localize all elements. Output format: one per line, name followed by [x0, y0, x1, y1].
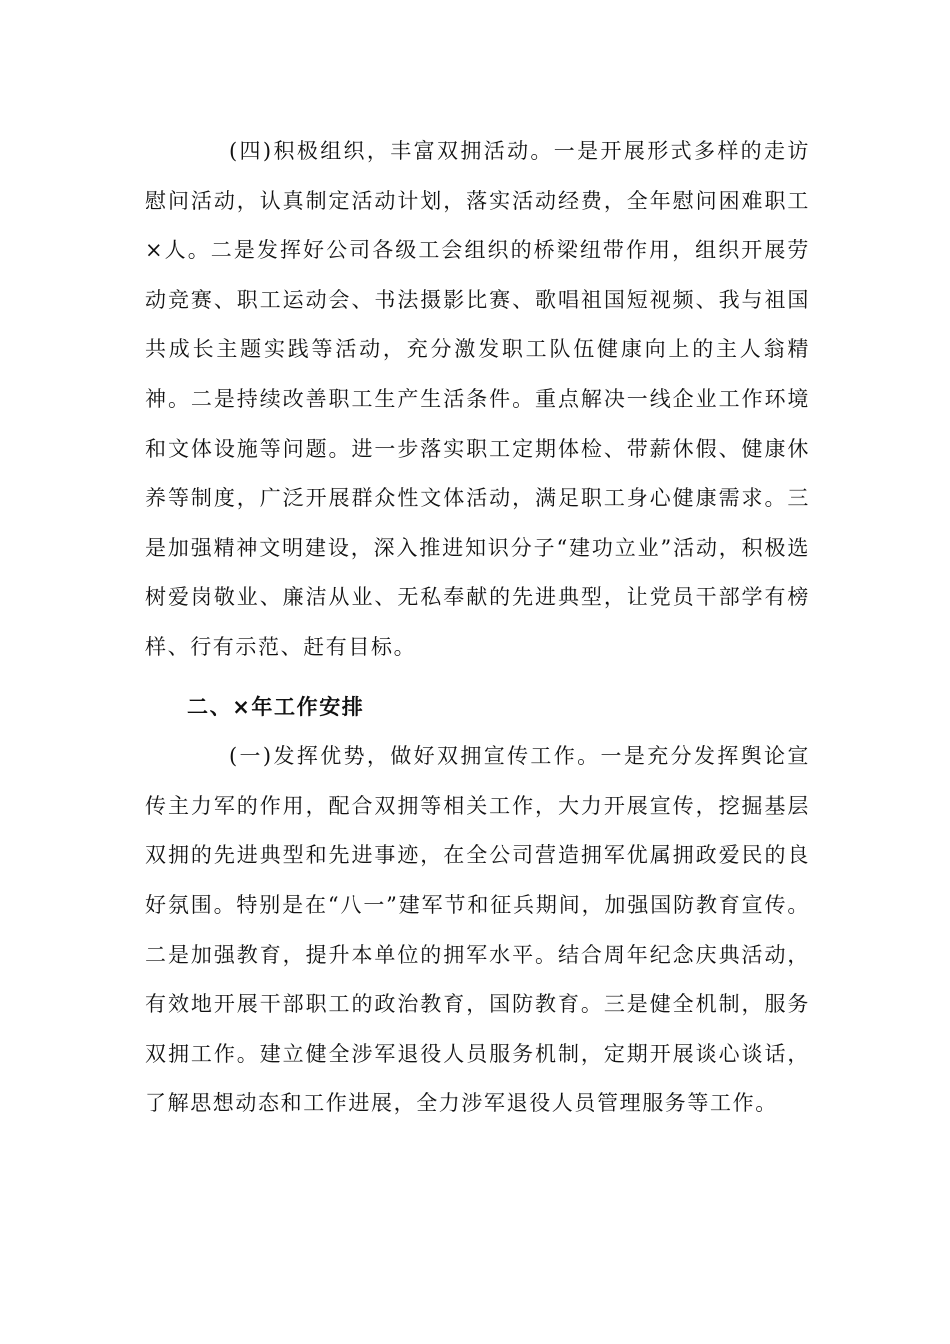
section-heading-work-plan: 二、×年工作安排 [187, 694, 365, 719]
document-body [145, 127, 810, 1129]
paragraph-publicity: (一)发挥优势，做好双拥宣传工作。一是充分发挥舆论宣传主力军的作用，配合双拥等相关工作，大力开展宣传，挖掘基层双拥的先进典型和先进事迹，在全公司营造拥军优属拥政爱民的良好氛围。特别是在“八一”建军节和征兵期间，加强国防教育宣传。二是加强教育，提升本单位的拥军水平。结合周年纪念庆典活动，有效地开展干部职工的政治教育，国防教育。三是健全机制，服务双拥工作。建立健全涉军退役人员服务机制，定期开展谈心谈话，了解思想动态和工作进展，全力涉军退役人员管理服务等工作。 [145, 744, 810, 1116]
paragraph-activities: (四)积极组织，丰富双拥活动。一是开展形式多样的走访慰问活动，认真制定活动计划，落实活动经费，全年慰问困难职工×人。二是发挥好公司各级工会组织的桥梁纽带作用，组织开展劳动竞赛、职工运动会、书法摄影比赛、歌唱祖国短视频、我与祖国共成长主题实践等活动，充分激发职工队伍健康向上的主人翁精神。二是持续改善职工生产生活条件。重点解决一线企业工作环境和文体设施等问题。进一步落实职工定期体检、带薪休假、健康休养等制度，广泛开展群众性文体活动，满足职工身心健康需求。三是加强精神文明建设，深入推进知识分子“建功立业”活动，积极选树爱岗敬业、廉洁从业、无私奉献的先进典型，让党员干部学有榜样、行有示范、赶有目标。 [145, 139, 810, 659]
